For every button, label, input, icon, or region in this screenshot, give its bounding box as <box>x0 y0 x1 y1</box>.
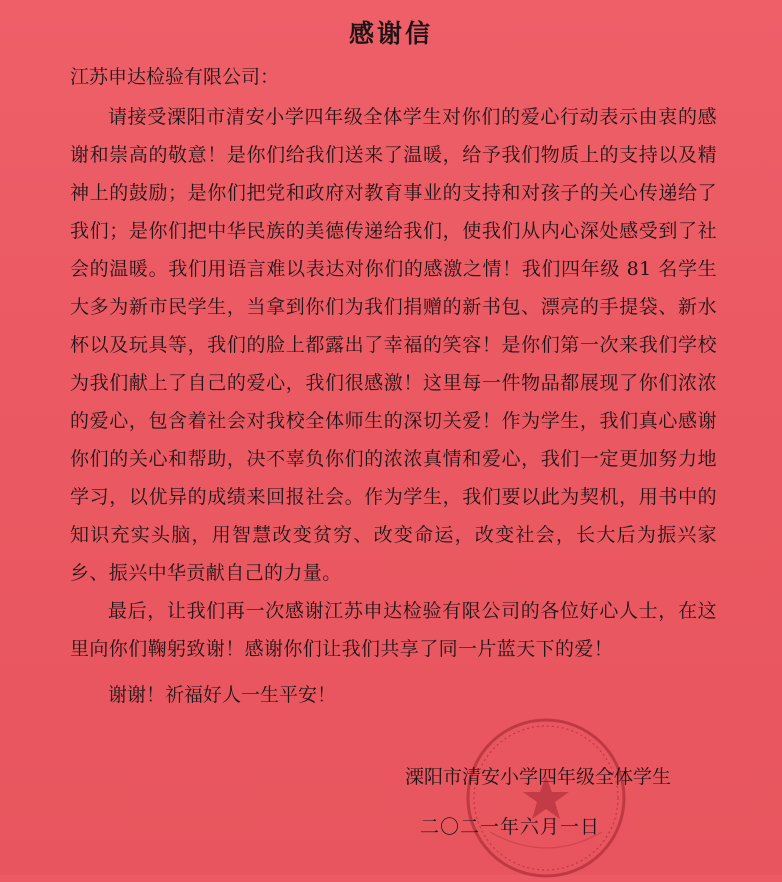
letter-signer: 溧阳市清安小学四年级全体学生 <box>405 766 672 788</box>
letter-date: 二〇二一年六月一日 <box>420 816 601 838</box>
letter-paragraph-2: 最后，让我们再一次感谢江苏申达检验有限公司的各位好心人士，在这里向你们鞠躬致谢！感谢你们让我们共享了同一片蓝天下的爱！ <box>70 600 717 660</box>
letter-body <box>70 98 717 668</box>
letter-closing: 谢谢！祈福好人一生平安！ <box>108 684 337 706</box>
letter-title: 感谢信 <box>348 19 433 48</box>
letter-salutation: 江苏申达检验有限公司： <box>70 66 280 88</box>
school-seal-stamp-icon <box>462 714 630 882</box>
letter-paragraph-1: 请接受溧阳市清安小学四年级全体学生对你们的爱心行动表示由衷的感谢和崇高的敬意！是你们给我们送来了温暖，给予我们物质上的支持以及精神上的鼓励；是你们把党和政府对教育事业的支持和对孩子的关心传递给了我们；是你们把中华民族的美德传递给我们，使我们从内心深处感受到了社会的温暖。我们用语言难以表达对你们的感激之情！我们四年级 81 名学生大多为新市民学生，当拿到你们为我们捐赠的新书包、漂亮的手提袋、新水杯以及玩具等，我们的脸上都露出了幸福的笑容！是你们第一次来我们学校为我们献上了自己的爱心，我们很感激！这里每一件物品都展现了你们浓浓的爱心，包含着社会对我校全体师生的深切关爱！作为学生，我们真心感谢你们的关心和帮助，决不辜负你们的浓浓真情和爱心，我们一定更加努力地学习，以优异的成绩来回报社会。作为学生，我们要以此为契机，用书中的知识充实头脑，用智慧改变贫穷、改变命运，改变社会，长大后为振兴家乡、振兴中华贡献自己的力量。 <box>70 106 717 584</box>
